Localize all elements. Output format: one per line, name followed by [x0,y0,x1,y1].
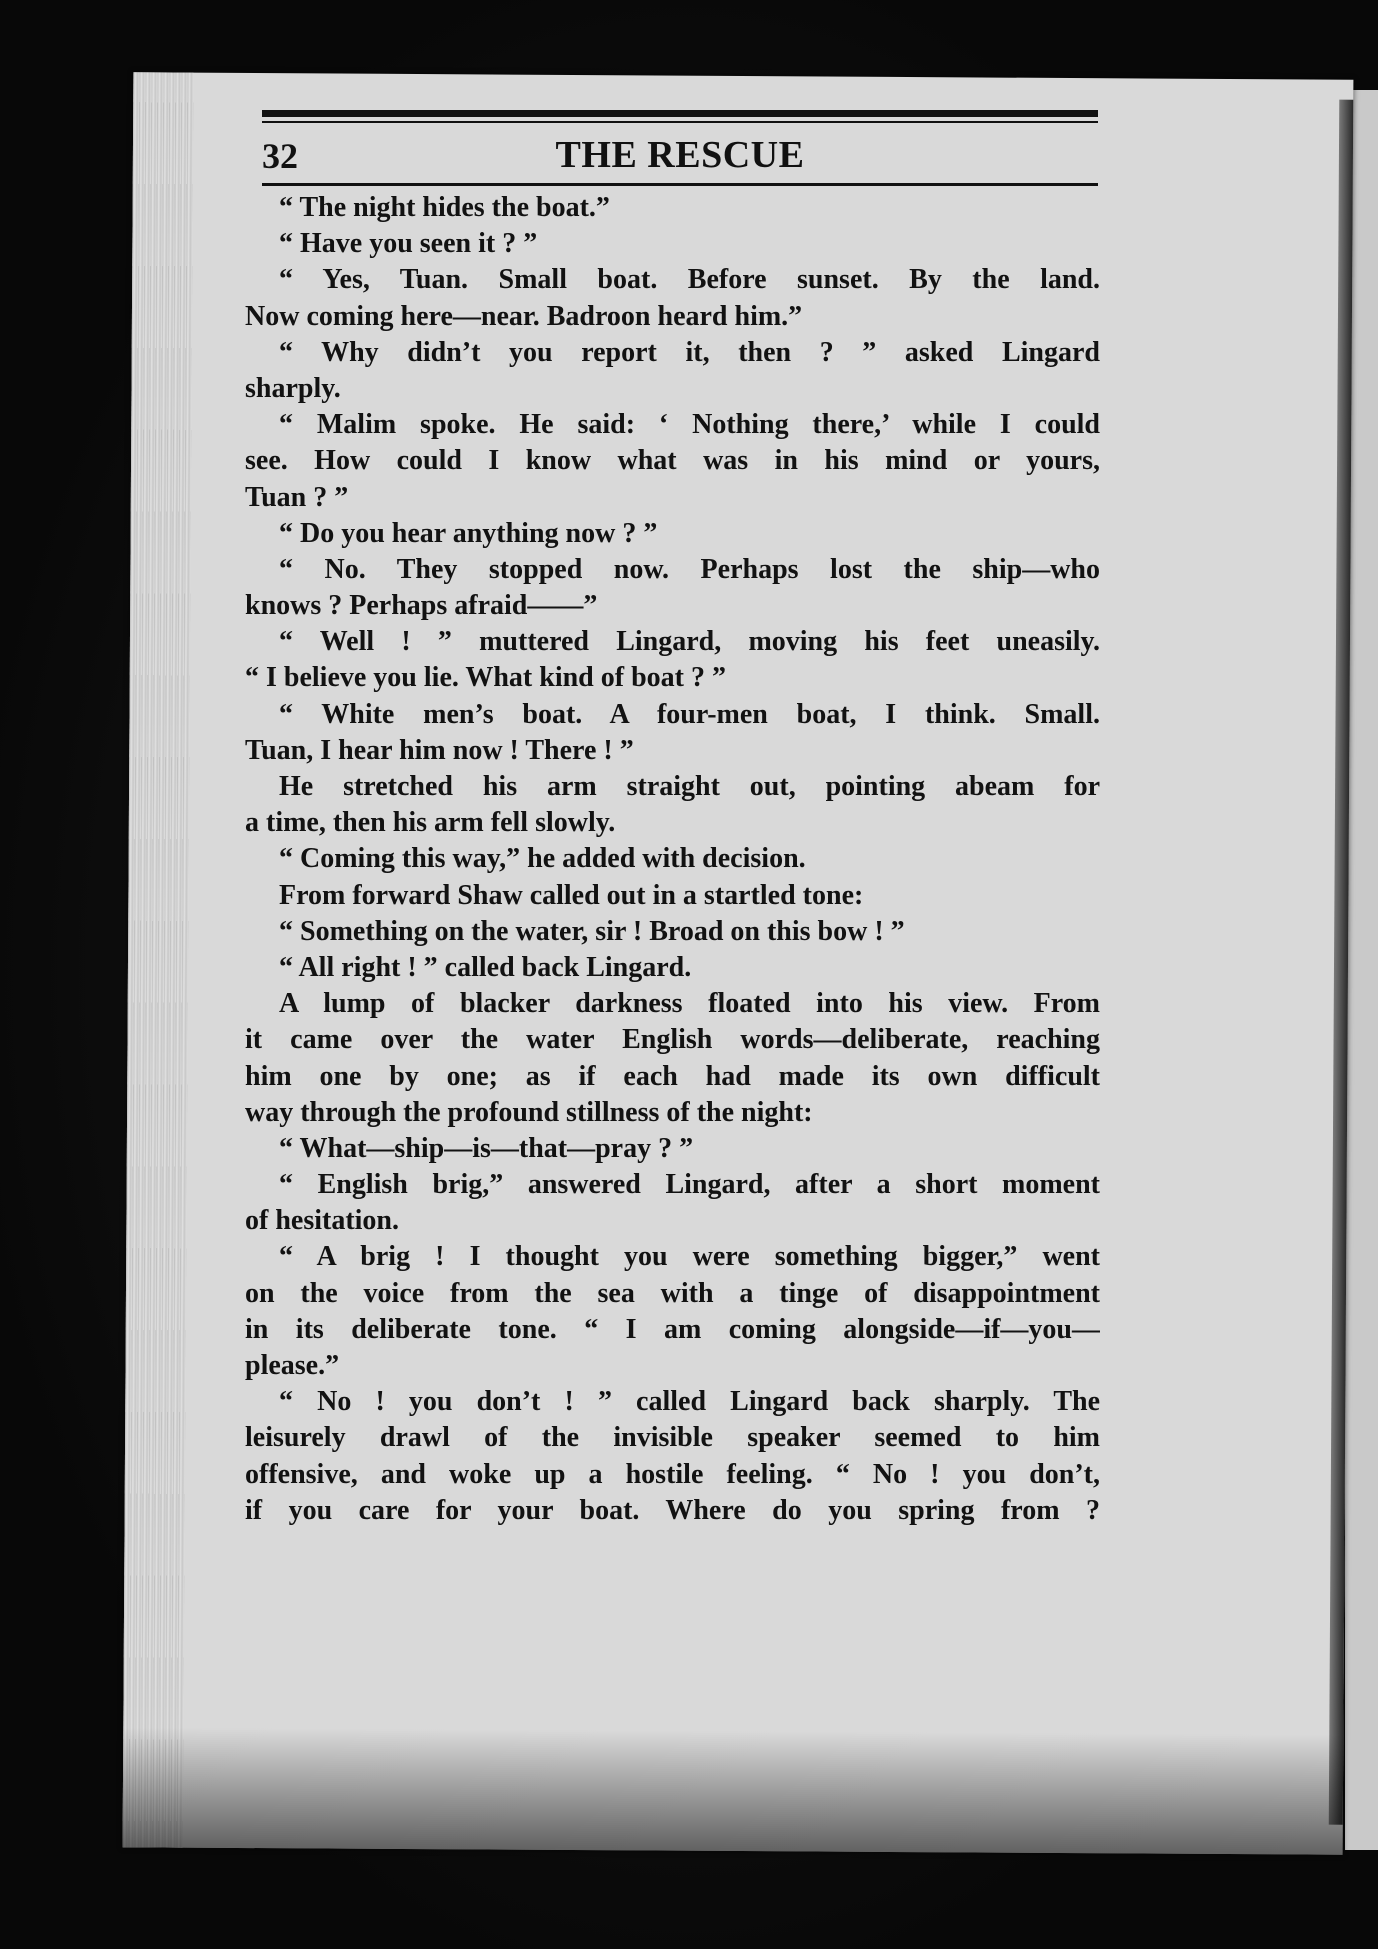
text-line: He stretched his arm straight out, pointing abeam for [279,771,1100,802]
text-line: if you care for your boat. Where do you spring from ? [245,1494,1100,1526]
text-line: leisurely drawl of the invisible speaker seemed to him [245,1422,1100,1454]
text-line: him one by one; as if each had made its own difficult [245,1060,1100,1092]
header-rule-bottom [262,183,1098,186]
text-line: “ No ! you don’t ! ” called Lingard back sharply. The [279,1386,1100,1418]
text-line: “ I believe you lie. What kind of boat ? ” [245,662,726,694]
text-line: in its deliberate tone. “ I am coming alongside—if—you— [245,1313,1100,1345]
text-line: “ Malim spoke. He said: ‘ Nothing there,’ while I could [279,409,1100,441]
text-line: “ What—ship—is—that—pray ? ” [279,1132,694,1164]
text-line: “ The night hides the boat.” [279,192,610,223]
body-text [245,190,1100,1529]
text-line: “ Why didn’t you report it, then ? ” asked Lingard [279,336,1100,368]
text-line: Now coming here—near. Badroon heard him.” [245,300,803,332]
text-line: “ All right ! ” called back Lingard. [279,951,692,983]
text-line: “ Coming this way,” he added with decision. [279,843,806,875]
text-line: sharply. [245,372,341,404]
text-line: way through the profound stillness of the night: [245,1096,813,1128]
text-line: “ Do you hear anything now ? ” [279,517,658,549]
text-line: “ No. They stopped now. Perhaps lost the ship—who [279,553,1100,585]
text-line: Tuan ? ” [245,481,349,513]
text-line: “ Something on the water, sir ! Broad on this bow ! ” [279,915,905,947]
page-bottom-shadow [123,1727,1344,1854]
running-title: THE RESCUE [555,134,805,176]
text-line: From forward Shaw called out in a startled tone: [279,879,864,911]
text-line: see. How could I know what was in his mind or yours, [245,445,1100,477]
text-line: a time, then his arm fell slowly. [245,807,616,839]
text-line: “ English brig,” answered Lingard, after a short moment [279,1169,1100,1201]
text-line: offensive, and woke up a hostile feeling. “ No ! you don’t, [245,1458,1100,1490]
header-row [262,123,1098,183]
text-line: “ Have you seen it ? ” [279,228,538,260]
text-line: Tuan, I hear him now ! There ! ” [245,734,634,766]
text-line: it came over the water English words—deliberate, reaching [245,1024,1100,1056]
text-line: “ Well ! ” muttered Lingard, moving his feet uneasily. [279,626,1100,658]
header-rule-thick [262,110,1098,117]
text-line: please.” [245,1350,340,1381]
text-line: knows ? Perhaps afraid——” [245,590,598,622]
running-header [262,110,1098,186]
text-line: on the voice from the sea with a tinge of disappointment [245,1277,1100,1309]
text-line: “ Yes, Tuan. Small boat. Before sunset. By the land. [279,264,1100,296]
text-line: “ A brig ! I thought you were something bigger,” went [279,1241,1100,1273]
page-number: 32 [262,136,298,176]
page-gutter [123,72,194,1847]
text-line: “ White men’s boat. A four-men boat, I think. Small. [279,698,1100,730]
text-line: A lump of blacker darkness floated into his view. From [279,988,1100,1020]
text-line: of hesitation. [245,1205,399,1237]
